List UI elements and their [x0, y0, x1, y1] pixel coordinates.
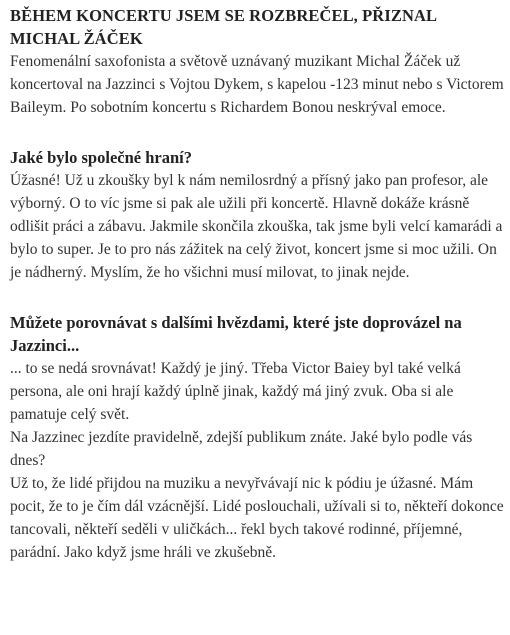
interview-question-inline: Na Jazzinec jezdíte pravidelně, zdejší publikum znáte. Jaké bylo podle vás dnes? [10, 429, 473, 469]
interview-answer: Úžasné! Už u zkoušky byl k nám nemilosrdný a přísný jako pan profesor, ale výborný. O to víc jsme si pak ale užili při koncertě. Hlavně dokáže krásně odlišit práci a zábavu. Jakmile skončila zkouška, tak jsme byli velcí kamarádi a bylo to super. Je to pro nás zážitek na celý život, koncert jsme si moc užili. On je nádherný. Myslím, že ho všichni musí milovat, to jinak nejde. [10, 172, 503, 281]
article-headline: BĚHEM KONCERTU JSEM SE ROZBREČEL, PŘIZNAL MICHAL ŽÁČEK [10, 6, 437, 48]
interview-question: Jaké bylo společné hraní? [10, 148, 192, 167]
article-lead: Fenomenální saxofonista a světově uznávaný muzikant Michal Žáček už koncertoval na Jazzinci s Vojtou Dykem, s kapelou -123 minut nebo s Victorem Baileym. Po sobotním koncertu s Richardem Bonou neskrýval emoce. [10, 53, 504, 116]
section-gap [10, 284, 506, 311]
article [10, 4, 506, 564]
interview-answer: Už to, že lidé přijdou na muziku a nevyřvávají nic k pódiu je úžasné. Mám pocit, že to je čím dál vzácnější. Lidé poslouchali, užívali si to, někteří dokonce tancovali, někteří seděli v uličkách... řekl bych takové rodinné, příjemné, parádní. Jako když jsme hráli ve zkušebně. [10, 475, 504, 561]
interview-answer: ... to se nedá srovnávat! Každý je jiný. Třeba Victor Baiey byl také velká persona, ale oni hrají každý úplně jinak, každý má jiný zvuk. Oba si ale pamatuje celý svět. [10, 360, 461, 423]
section-gap [10, 119, 506, 146]
interview-question: Můžete porovnávat s dalšími hvězdami, které jste doprovázel na Jazzinci... [10, 313, 462, 355]
